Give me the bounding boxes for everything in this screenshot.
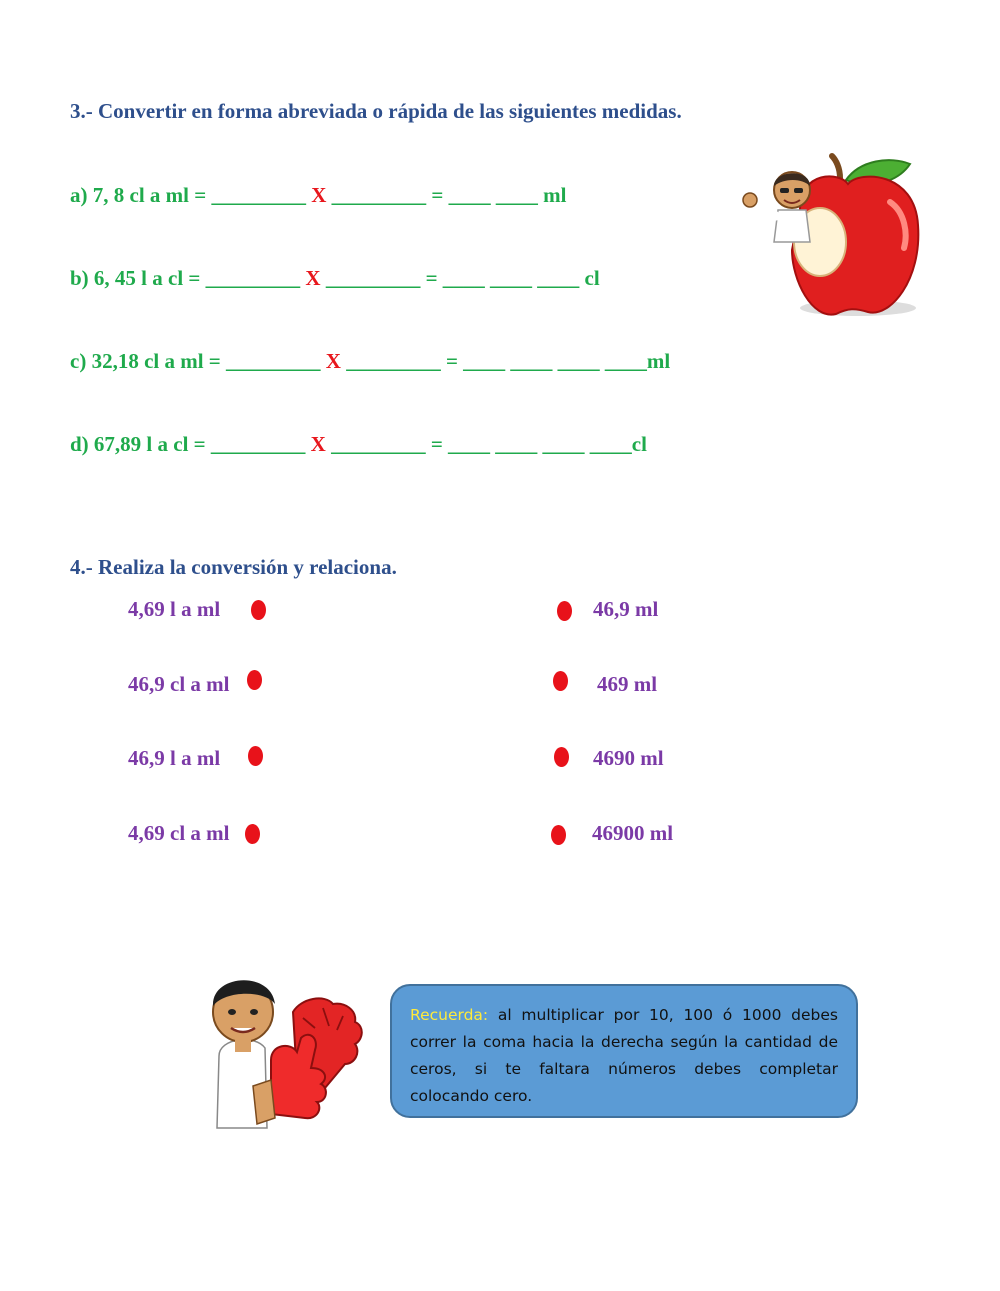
match-left-item: 4,69 cl a ml	[128, 821, 230, 845]
exercise-b-prefix: b) 6, 45 l a cl = _________	[70, 266, 306, 290]
match-right-item: 469 ml	[597, 672, 658, 696]
match-right-dot[interactable]	[551, 825, 566, 845]
match-right-item: 4690 ml	[593, 746, 664, 770]
match-right-item: 46900 ml	[592, 821, 674, 845]
match-right-dot[interactable]	[553, 671, 568, 691]
section-4-title: 4.- Realiza la conversión y relaciona.	[70, 555, 397, 579]
boy-in-apple-illustration	[740, 150, 930, 325]
reminder-text: al multiplicar por 10, 100 ó 1000 debes correr la coma hacia la derecha según la cantidad de ceros, si te faltara números debes completar colocando cero.	[410, 1006, 838, 1105]
exercise-d	[70, 432, 647, 457]
exercise-b-suffix: _________ = ____ ____ ____ cl	[320, 266, 600, 290]
multiply-sign: X	[305, 266, 321, 290]
multiply-sign: X	[325, 349, 341, 373]
match-left-dot[interactable]	[251, 600, 266, 620]
match-left-dot[interactable]	[245, 824, 260, 844]
match-left-dot[interactable]	[247, 670, 262, 690]
section-3-title: 3.- Convertir en forma abreviada o rápida de las siguientes medidas.	[70, 99, 682, 123]
match-right-dot[interactable]	[557, 601, 572, 621]
match-left-item: 4,69 l a ml	[128, 597, 221, 621]
exercise-b	[70, 266, 600, 291]
thumbs-up-icon	[205, 968, 385, 1133]
multiply-sign: X	[311, 183, 327, 207]
exercise-a-prefix: a) 7, 8 cl a ml = _________	[70, 183, 312, 207]
match-left-dot[interactable]	[248, 746, 263, 766]
match-right-item: 46,9 ml	[593, 597, 659, 621]
boy-with-foam-thumbs-up-illustration	[205, 968, 385, 1133]
match-left-item: 46,9 cl a ml	[128, 672, 230, 696]
multiply-sign: X	[310, 432, 326, 456]
exercise-d-prefix: d) 67,89 l a cl = _________	[70, 432, 311, 456]
match-right-dot[interactable]	[554, 747, 569, 767]
apple-icon	[740, 150, 930, 325]
reminder-note-box	[390, 984, 858, 1118]
reminder-keyword: Recuerda:	[410, 1006, 489, 1024]
exercise-d-suffix: _________ = ____ ____ ____ ____cl	[325, 432, 647, 456]
exercise-c-suffix: _________ = ____ ____ ____ ____ml	[340, 349, 671, 373]
exercise-c-prefix: c) 32,18 cl a ml = _________	[70, 349, 326, 373]
exercise-a	[70, 183, 566, 208]
exercise-c	[70, 349, 670, 374]
exercise-a-suffix: _________ = ____ ____ ml	[326, 183, 567, 207]
match-left-item: 46,9 l a ml	[128, 746, 221, 770]
